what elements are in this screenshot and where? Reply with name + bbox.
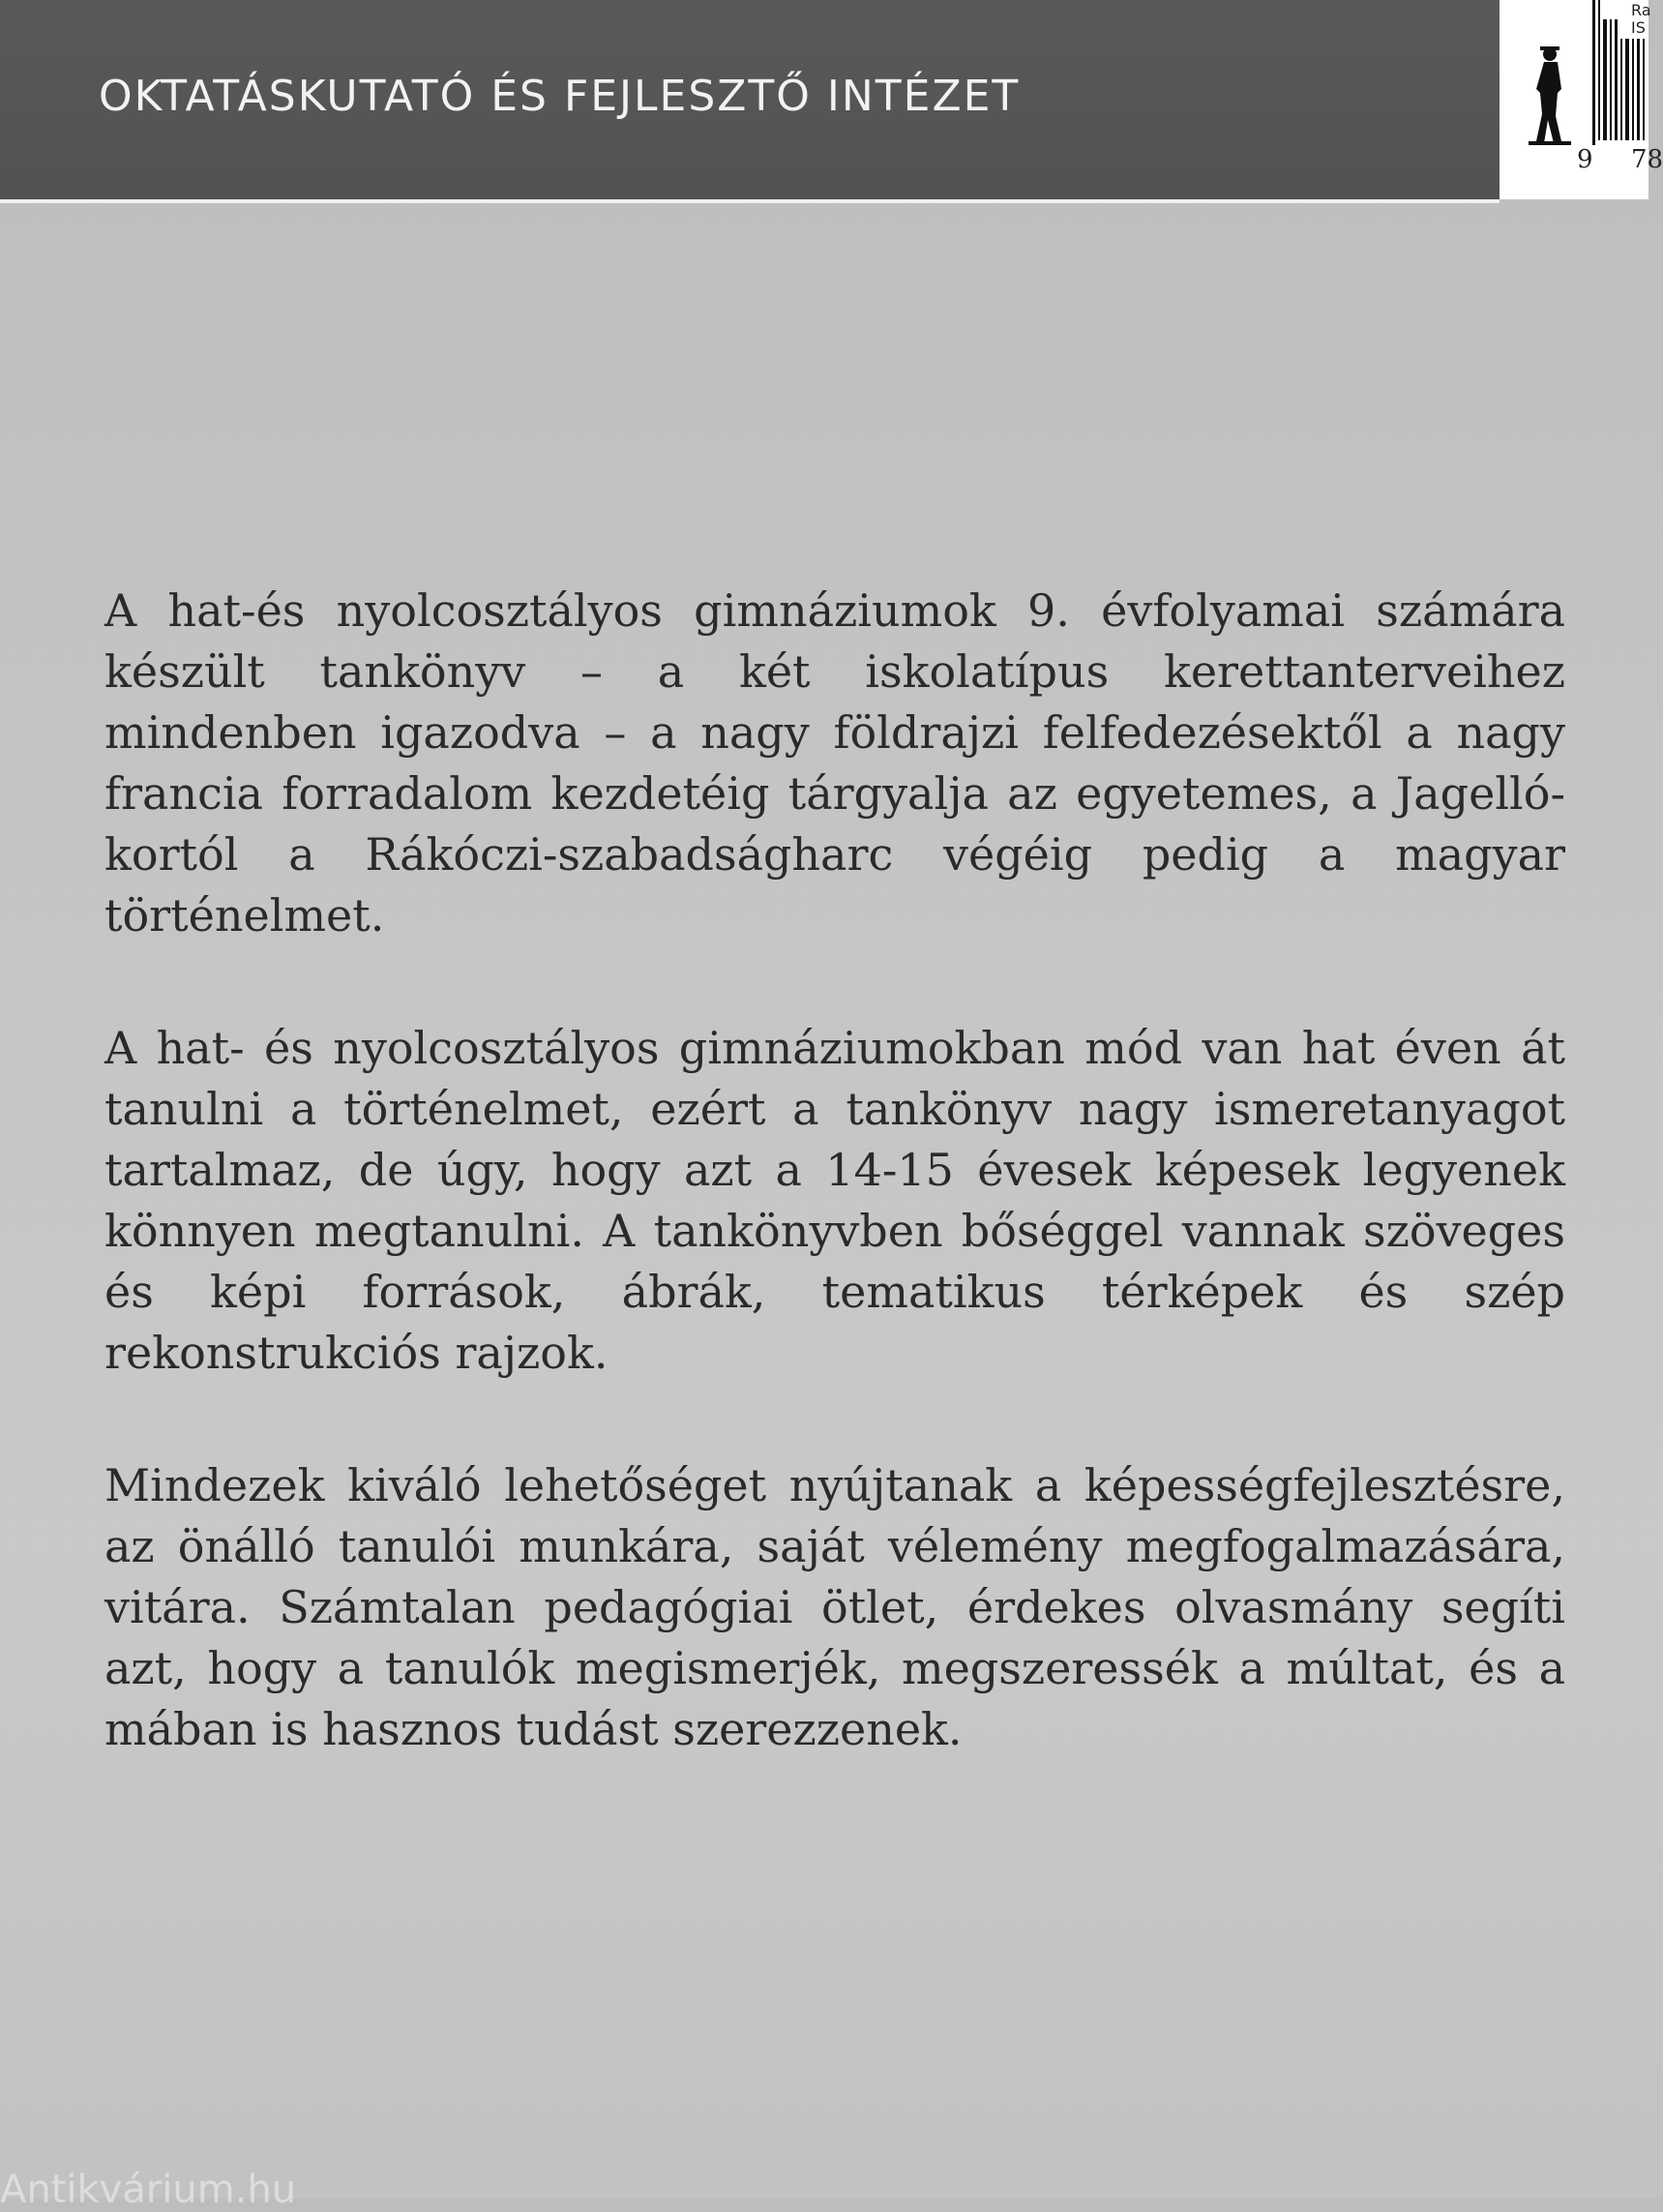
barcode-code-line2: IS xyxy=(1631,18,1646,37)
barcode-digit-left: 9 xyxy=(1577,145,1593,174)
barcode-graphic xyxy=(1500,0,1648,199)
description-paragraph-3: Mindezek kiváló lehetőséget nyújtanak a képességfejlesztésre, az önálló tanulói munkára, saját vélemény megfogalmazására, vitára. Számtalan pedagógiai ötlet, érdekes olvasmány segíti azt, hogy a tanulók megismerjék, megszeressék a múltat, és a mában is hasznos tudást szerezzenek. xyxy=(104,1459,1565,1755)
description-paragraph-1: A hat-és nyolcosztályos gimnáziumok 9. évfolyamai számára készült tankönyv – a két iskolatípus kerettanterveihez mindenben igazodva – a nagy földrajzi felfedezésektől a nagy francia forradalom kezdetéig tárgyalja az egyetemes, a Jagelló-kortól a Rákóczi-szabadságharc végéig pedig a magyar történelmet. xyxy=(104,584,1565,942)
description-paragraph-2: A hat- és nyolcosztályos gimnáziumokban mód van hat éven át tanulni a történelmet, ezért a tankönyv nagy ismeretanyagot tartalmaz, de úgy, hogy azt a 14-15 évesek képesek legyenek könnyen megtanulni. A tankönyvben bőséggel vannak szöveges és képi források, ábrák, tematikus térképek és szép rekonstrukciós rajzok. xyxy=(104,1022,1565,1379)
publisher-header-band xyxy=(0,0,1500,203)
silhouette-figure-icon xyxy=(1529,46,1571,145)
site-watermark: Antikvárium.hu xyxy=(0,2167,297,2212)
barcode-code-label xyxy=(1631,2,1651,37)
back-cover-description xyxy=(104,581,1565,1832)
barcode-code-line1: Ra xyxy=(1631,1,1651,19)
publisher-name: OKTATÁSKUTATÓ ÉS FEJLESZTŐ INTÉZET xyxy=(99,72,1021,121)
isbn-barcode xyxy=(1500,0,1663,199)
barcode-digit-right: 78 xyxy=(1631,145,1663,174)
